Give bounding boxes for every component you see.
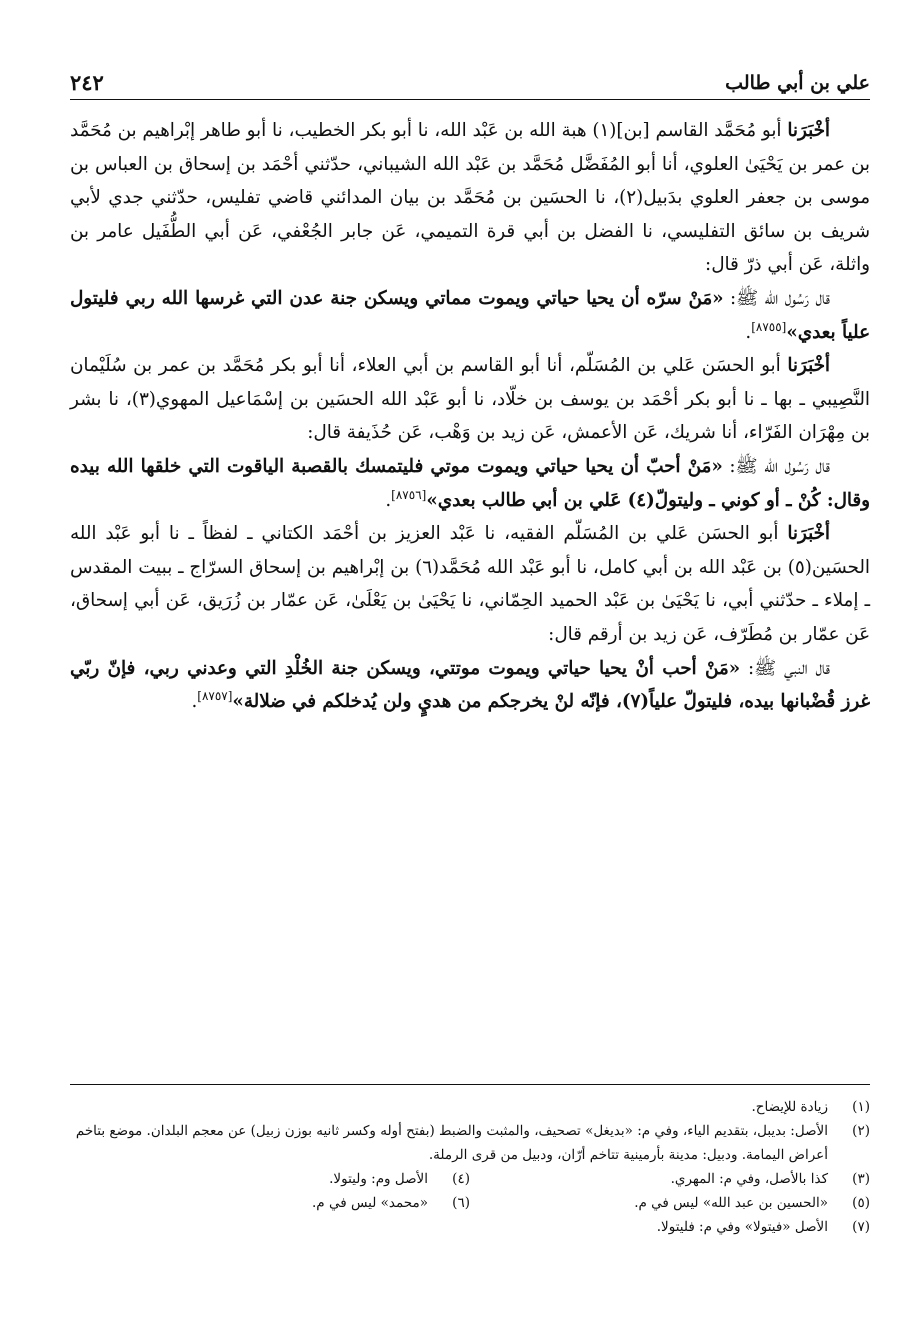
isnad-text: أبو الحسَن عَلي بن المُسَلّم، أنا أبو القاسم بن أبي العلاء، أنا أبو بكر مُحَمَّد بن عمر بن سُلَيْمان النَّصِيبي ـ بها ـ نا أبو بكر أحْمَد بن يوسف بن خلّاد، نا أبو عَبْد الله الحسَين بن إسْمَاعيل المهوي(٣)، نا بشر بن مِهْرَان الفَرّاء، أنا شريك، عَن الأعمش، عَن زيد بن وَهْب، عَن حُذَيفة قال: [70,355,871,444]
hadith-number: [٨٧٥٧] [197,689,233,703]
footnote [70,1215,870,1239]
hadith-paragraph: قال النبي ﷺ: «مَنْ أحب أنْ يحيا حياتي ويموت موتتي، ويسكن جنة الخُلْدِ التي وعدني ربي، فإنّ ربّي غرز قُضْبانها بيده، فليتولّ علياً(٧)، فإنّه لنْ يخرجكم من هديٍ ولن يُدخلكم في ضلالة»[٨٧٥٧]. [70,657,870,713]
akhbarana-lead: أخْبَرَنا [787,120,831,141]
footnote-row [70,1167,870,1191]
hadith-paragraph: قال رَسُول الله ﷺ: «مَنْ أحبّ أن يحيا حياتي ويموت موتي فليتمسك بالقصبة الياقوت التي خلقها الله بيده وقال: كُنْ ـ أو كوني ـ وليتولّ(٤) عَلي بن أبي طالب بعدي»[٨٧٥٦]. [70,455,870,511]
running-head-title: علي بن أبي طالب [725,72,870,94]
footnote-text: «محمد» ليس في م. [312,1195,428,1211]
hadith-text: «مَنْ أحب أنْ يحيا حياتي ويموت موتتي، ويسكن جنة الخُلْدِ التي وعدني ربي، فإنّ ربّي غرز قُضْبانها بيده، فليتولّ علياً(٧)، فإنّه لنْ يخرجكم من هديٍ ولن يُدخلكم في ضلالة» [70,657,870,713]
isnad-paragraph [70,349,870,450]
akhbarana-lead: أخْبَرَنا [787,355,831,377]
book-page [70,64,870,1304]
footnote-number: (٦) [452,1195,470,1211]
footnotes [70,1084,870,1239]
footnote-number: (١) [852,1099,870,1115]
footnote-text: كذا بالأصل، وفي م: المهري. [670,1171,828,1187]
footnote [70,1167,470,1191]
isnad-text: أبو الحسَن عَلي بن المُسَلّم الفقيه، نا عَبْد العزيز بن أحْمَد الكتاني ـ لفظاً ـ نا أبو عَبْد الله الحسَين(٥) بن عَبْد الله بن أبي كامل، نا أبو عَبْد الله مُحَمَّد(٦) بن إبْراهيم بن إسحاق السرّاج ـ ببيت المقدس ـ إملاء ـ حدّثني أبي، نا يَحْيَىٰ بن عَبْد الحميد الحِمّاني، نا يَحْيَىٰ بن يَعْلَىٰ، عَن عمّار بن زُرَيق، عَن أبي إسحاق، عَن عمّار بن مُطَرّف، عَن زيد بن أرقم قال: [70,523,871,645]
hadith-intro: قال رَسُول الله ﷺ: [730,287,831,309]
hadith-intro: قال النبي ﷺ: [747,657,830,679]
hadith-text: «مَنْ سرّه أن يحيا حياتي ويموت مماتي ويسكن جنة عدن التي غرسها الله ربي فليتول علياً بعدي» [70,287,870,343]
footnote [70,1191,470,1215]
hadith-intro: قال رَسُول الله ﷺ: [729,455,830,477]
footnote-text: زيادة للإيضاح. [751,1099,828,1115]
footnote-row [70,1191,870,1215]
hadith-number: [٨٧٥٦] [391,487,427,502]
footnote-number: (٣) [852,1171,870,1187]
footnote-number: (٧) [852,1219,870,1235]
page-number: ٢٤٢ [70,70,104,95]
running-head [70,64,870,100]
footnote [470,1191,870,1215]
main-text [70,114,870,719]
footnote-number: (٥) [852,1195,870,1211]
hadith-text: «مَنْ أحبّ أن يحيا حياتي ويموت موتي فليتمسك بالقصبة الياقوت التي خلقها الله بيده وقال: كُنْ ـ أو كوني ـ وليتولّ(٤) عَلي بن أبي طالب بعدي» [70,455,870,511]
isnad-text: أبو مُحَمَّد القاسم [بن](١) هبة الله بن عَبْد الله، نا أبو بكر الخطيب، نا أبو طاهر إبْراهيم بن مُحَمَّد بن عمر بن يَحْيَىٰ العلوي، أنا أبو المُفَضَّل مُحَمَّد بن عَبْد الله الشيباني، حدّثني أحْمَد بن إسحاق بن العباس بن موسى بن جعفر العلوي بدَبيل(٢)، نا الحسَين بن مُحَمَّد بن بيان المدائني قاضي تفليس، حدّثني جدي لأبي شريف بن سائق التفليسي، نا الفضل بن أبي قرة التميمي، عَن جابر الجُعْفي، عَن أبي الطُّفَيل عامر بن واثلة، عَن أبي ذرّ قال: [70,120,870,276]
footnote-text: «الحسين بن عبد الله» ليس في م. [634,1195,828,1211]
akhbarana-lead: أخْبَرَنا [787,523,830,545]
isnad-paragraph [70,517,870,651]
hadith-number: [٨٧٥٥] [751,319,787,334]
footnote-number: (٢) [852,1123,870,1139]
footnote [70,1095,870,1119]
footnote-number: (٤) [452,1171,470,1187]
isnad-paragraph [70,114,870,282]
footnote-text: الأصل وم: وليتولا. [329,1171,428,1187]
footnote [470,1167,870,1191]
hadith-paragraph: قال رَسُول الله ﷺ: «مَنْ سرّه أن يحيا حياتي ويموت مماتي ويسكن جنة عدن التي غرسها الله ربي فليتول علياً بعدي»[٨٧٥٥]. [70,287,870,343]
footnote-text: الأصل «فيتولا» وفي م: فليتولا. [656,1219,828,1235]
footnote-text: الأصل: بديبل، بتقديم الياء، وفي م: «بديغل» تصحيف، والمثبت والضبط (بفتح أوله وكسر ثانيه بوزن زبيل) عن معجم البلدان. موضع بتاخم أعراض اليمامة. ودبيل: مدينة بأرمينية تتاخم أرّان، ودبيل من قرى الرملة. [75,1123,828,1163]
footnote [70,1119,870,1167]
